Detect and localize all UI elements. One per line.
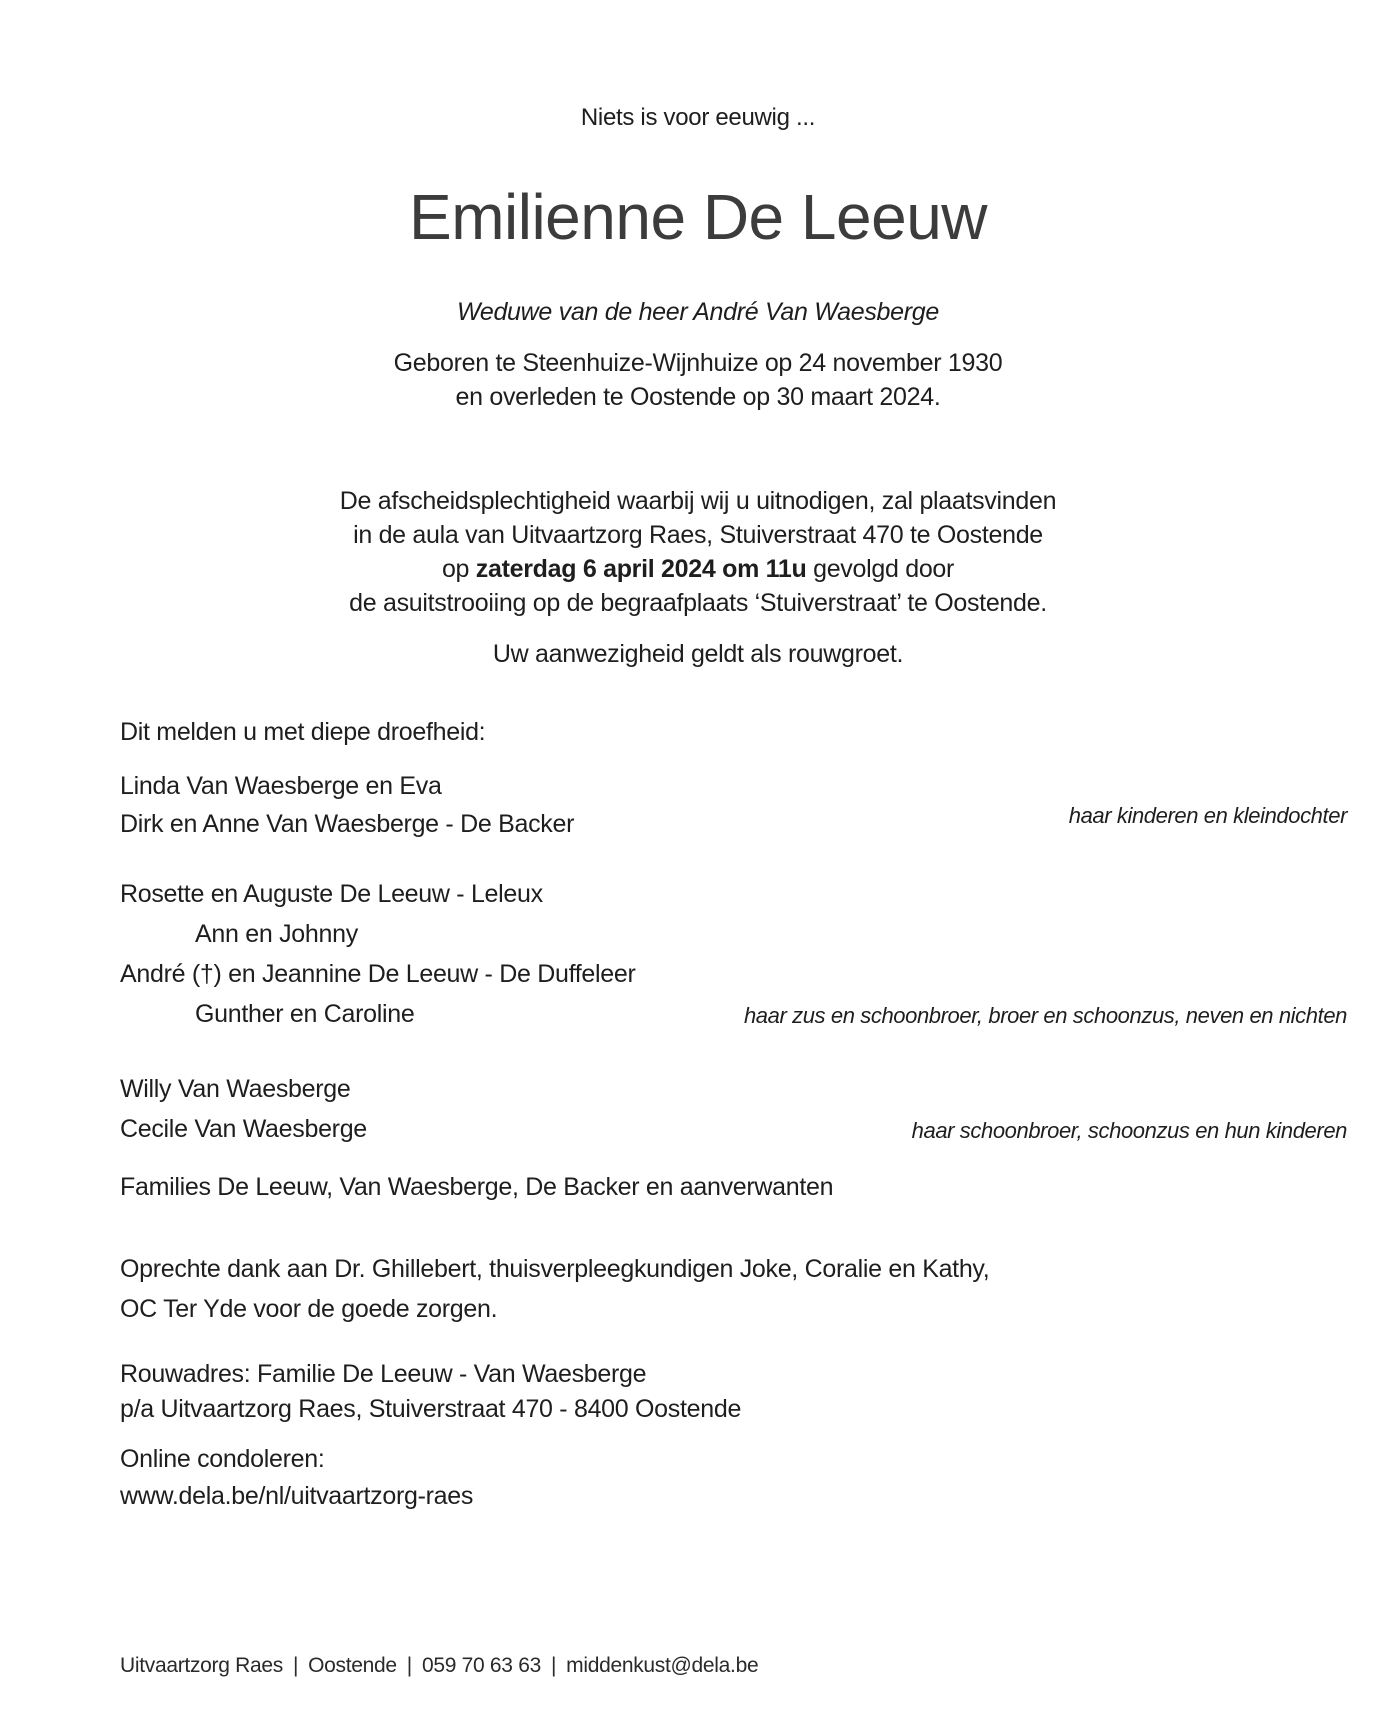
mourner-line: Dirk en Anne Van Waesberge - De Backer <box>120 810 575 838</box>
online-condolence-link[interactable]: www.dela.be/nl/uitvaartzorg-raes <box>120 1482 474 1510</box>
footer-separator: | <box>406 1654 412 1677</box>
footer-company: Uitvaartzorg Raes <box>120 1654 283 1677</box>
relation-caption: haar zus en schoonbroer, broer en schoonzus, neven en nichten <box>743 1003 1347 1028</box>
ceremony-line-2: in de aula van Uitvaartzorg Raes, Stuiverstraat 470 te Oostende <box>353 521 1043 549</box>
ceremony-line-1: De afscheidsplechtigheid waarbij wij u uitnodigen, zal plaatsvinden <box>339 487 1057 515</box>
birth-death-info <box>0 346 1396 414</box>
widow-of: Weduwe van de heer André Van Waesberge <box>457 298 939 326</box>
ceremony-info <box>0 484 1396 620</box>
footer <box>120 1654 758 1678</box>
online-condolence-label: Online condoleren: <box>120 1445 325 1473</box>
mourners-intro: Dit melden u met diepe droefheid: <box>120 718 486 746</box>
mourner-line: Willy Van Waesberge <box>120 1075 351 1103</box>
footer-separator: | <box>550 1654 557 1677</box>
thanks-line-1: Oprechte dank aan Dr. Ghillebert, thuisverpleegkundigen Joke, Coralie en Kathy, <box>120 1255 990 1283</box>
footer-phone[interactable]: 059 70 63 63 <box>421 1654 541 1677</box>
mourner-line: Ann en Johnny <box>195 920 358 948</box>
motto: Niets is voor eeuwig ... <box>580 104 816 131</box>
families-line: Families De Leeuw, Van Waesberge, De Backer en aanverwanten <box>120 1173 834 1201</box>
footer-email[interactable]: middenkust@dela.be <box>566 1654 759 1677</box>
mourner-line: André (†) en Jeannine De Leeuw - De Duffeleer <box>120 960 636 988</box>
mourner-line: Gunther en Caroline <box>195 1000 415 1028</box>
address-line-1: Rouwadres: Familie De Leeuw - Van Waesberge <box>120 1360 647 1388</box>
ceremony-line-4: de asuitstrooiing op de begraafplaats ‘Stuiverstraat’ te Oostende. <box>349 589 1047 617</box>
ceremony-datetime: zaterdag 6 april 2024 om 11u <box>475 555 807 583</box>
thanks-line-2: OC Ter Yde voor de goede zorgen. <box>120 1295 498 1323</box>
ceremony-prefix: op <box>441 555 476 583</box>
ceremony-line-3 <box>0 552 1396 586</box>
footer-city: Oostende <box>308 1654 397 1677</box>
presence-note: Uw aanwezigheid geldt als rouwgroet. <box>492 640 904 668</box>
footer-separator: | <box>292 1654 299 1677</box>
mourner-line: Linda Van Waesberge en Eva <box>120 772 442 800</box>
mourner-line: Rosette en Auguste De Leeuw - Leleux <box>120 880 543 908</box>
deceased-name: Emilienne De Leeuw <box>409 181 987 253</box>
address-line-2: p/a Uitvaartzorg Raes, Stuiverstraat 470 - 8400 Oostende <box>120 1395 742 1423</box>
birth-line: Geboren te Steenhuize-Wijnhuize op 24 november 1930 <box>393 349 1003 377</box>
relation-caption: haar kinderen en kleindochter <box>1068 803 1347 828</box>
mourner-line: Cecile Van Waesberge <box>120 1115 367 1143</box>
death-line: en overleden te Oostende op 30 maart 2024. <box>455 383 941 411</box>
relation-caption: haar schoonbroer, schoonzus en hun kinderen <box>911 1118 1347 1143</box>
ceremony-suffix: gevolgd door <box>806 555 955 583</box>
